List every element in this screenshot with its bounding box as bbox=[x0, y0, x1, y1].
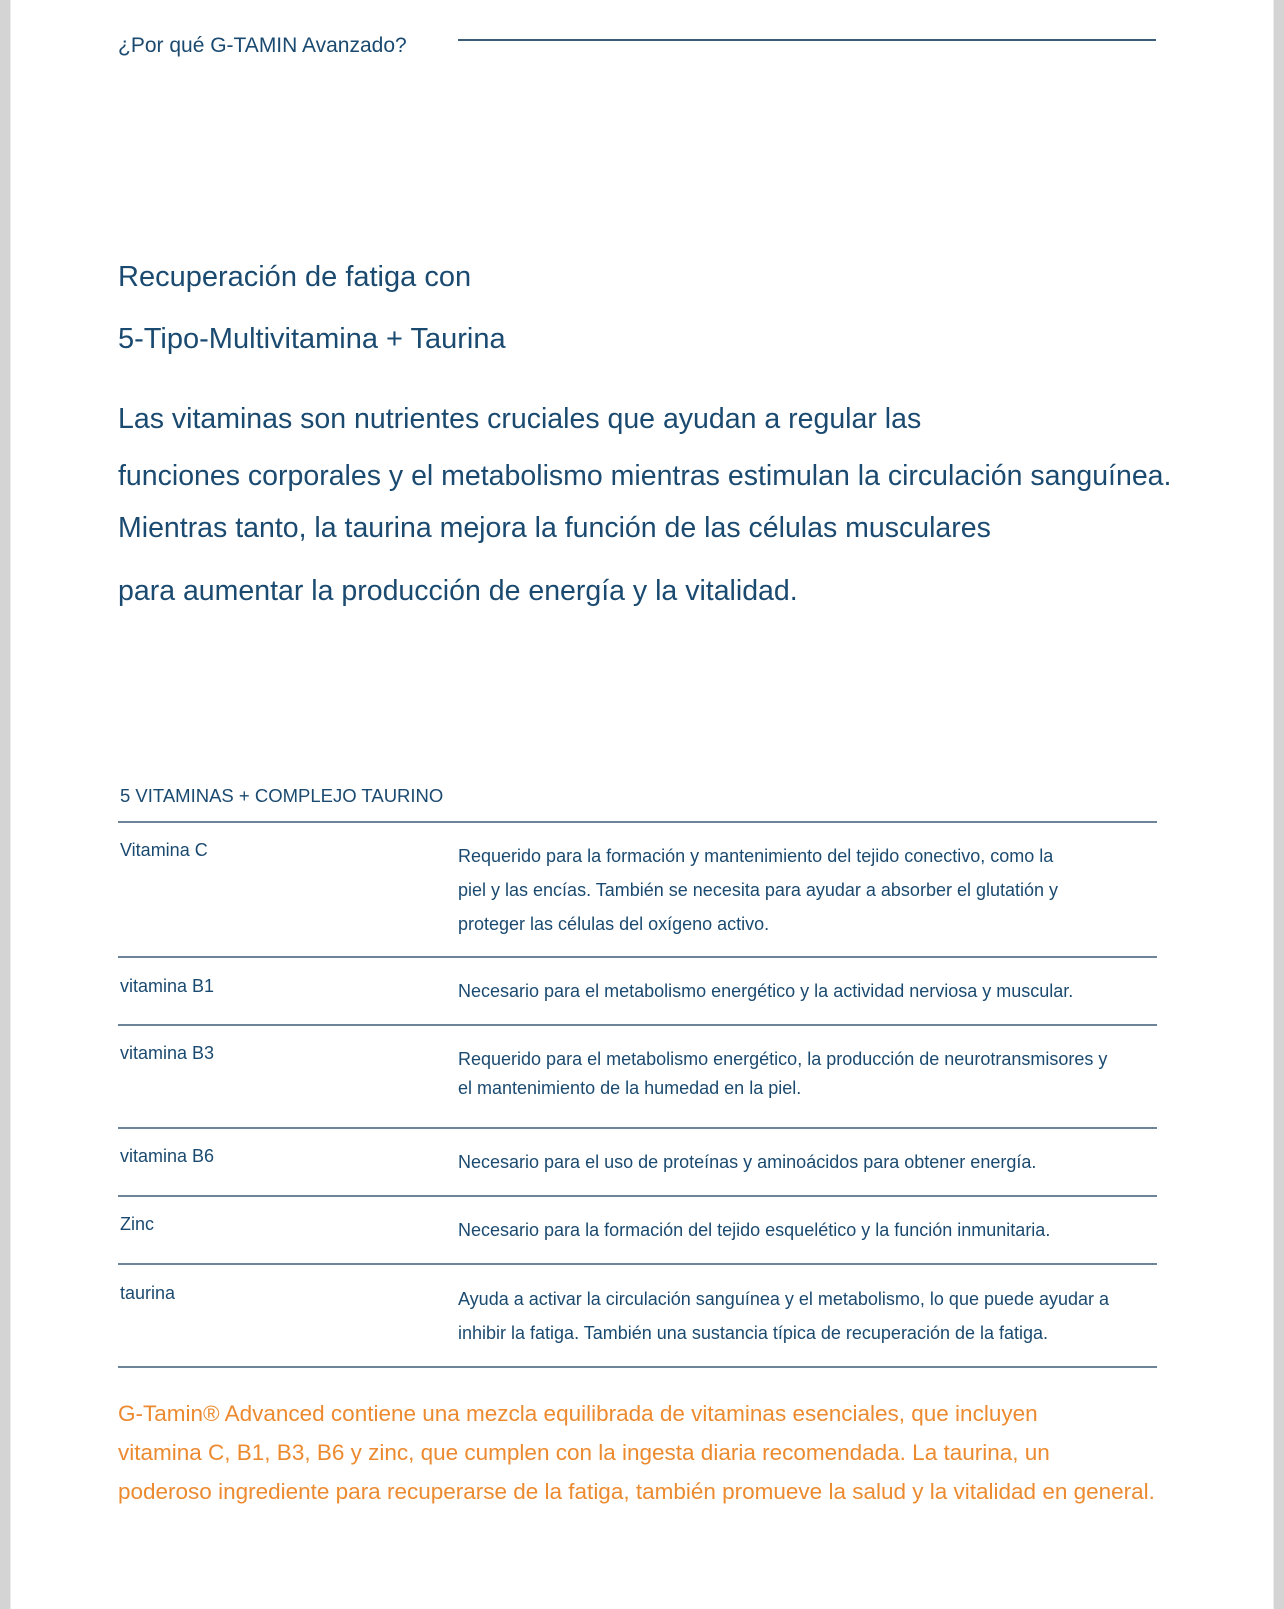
summary-line: vitamina C, B1, B3, B6 y zinc, que cumplen con la ingesta diaria recomendada. La taurina, un bbox=[118, 1440, 1050, 1465]
headline-line-1: Recuperación de fatiga con bbox=[118, 261, 472, 293]
nutrient-description: inhibir la fatiga. También una sustancia típica de recuperación de la fatiga. bbox=[458, 1323, 1049, 1343]
nutrient-name: taurina bbox=[120, 1283, 176, 1303]
lead-line: Las vitaminas son nutrientes cruciales que ayudan a regular las bbox=[118, 403, 922, 435]
nutrient-name: vitamina B1 bbox=[120, 976, 215, 996]
headline-line-2: 5-Tipo-Multivitamina + Taurina bbox=[118, 323, 506, 355]
section-title: 5 VITAMINAS + COMPLEJO TAURINO bbox=[120, 785, 444, 806]
lead-line: Mientras tanto, la taurina mejora la función de las células musculares bbox=[118, 512, 991, 544]
lead-line: para aumentar la producción de energía y la vitalidad. bbox=[118, 575, 798, 607]
header-divider bbox=[458, 39, 1156, 41]
table-divider bbox=[118, 1366, 1157, 1368]
nutrient-name: vitamina B3 bbox=[120, 1043, 215, 1063]
nutrient-description: el mantenimiento de la humedad en la piel. bbox=[458, 1078, 802, 1098]
table-divider bbox=[118, 1127, 1157, 1129]
nutrient-description: Ayuda a activar la circulación sanguínea y el metabolismo, lo que puede ayudar a bbox=[458, 1289, 1110, 1309]
table-divider bbox=[118, 1195, 1157, 1197]
table-divider bbox=[118, 1024, 1157, 1026]
nutrient-description: Requerido para el metabolismo energético, la producción de neurotransmisores y bbox=[458, 1049, 1108, 1069]
nutrient-name: vitamina B6 bbox=[120, 1146, 215, 1166]
lead-line: funciones corporales y el metabolismo mientras estimulan la circulación sanguínea. bbox=[118, 460, 1172, 492]
summary-line: G-Tamin® Advanced contiene una mezcla equilibrada de vitaminas esenciales, que incluyen bbox=[118, 1401, 1038, 1426]
summary-line: poderoso ingrediente para recuperarse de la fatiga, también promueve la salud y la vitalidad en general. bbox=[118, 1479, 1155, 1504]
nutrient-description: Necesario para el metabolismo energético y la actividad nerviosa y muscular. bbox=[458, 981, 1074, 1001]
nutrient-description: Necesario para el uso de proteínas y aminoácidos para obtener energía. bbox=[458, 1152, 1037, 1172]
nutrient-description: Necesario para la formación del tejido esquelético y la función inmunitaria. bbox=[458, 1220, 1051, 1240]
table-divider bbox=[118, 956, 1157, 958]
nutrient-description: Requerido para la formación y mantenimiento del tejido conectivo, como la bbox=[458, 846, 1054, 866]
document-page bbox=[11, 0, 1273, 1609]
table-divider bbox=[118, 821, 1157, 823]
nutrient-name: Zinc bbox=[120, 1214, 155, 1234]
nutrient-name: Vitamina C bbox=[120, 840, 208, 860]
header-title: ¿Por qué G-TAMIN Avanzado? bbox=[118, 34, 407, 57]
nutrient-description: proteger las células del oxígeno activo. bbox=[458, 914, 770, 934]
nutrient-description: piel y las encías. También se necesita para ayudar a absorber el glutatión y bbox=[458, 880, 1059, 900]
table-divider bbox=[118, 1263, 1157, 1265]
